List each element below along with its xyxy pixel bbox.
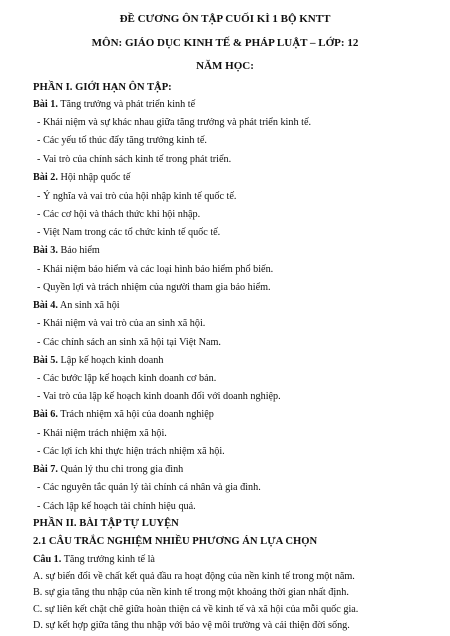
- lesson-4: [33, 300, 120, 311]
- lesson-5: [33, 355, 163, 366]
- lesson-number: Bài 6.: [33, 409, 58, 421]
- list-item: - Ý nghĩa và vai trò của hội nhập kinh tế quốc tế.: [37, 190, 237, 202]
- list-item: - Các bước lập kế hoạch kinh doanh cơ bản.: [37, 373, 217, 384]
- lesson-title: An sinh xã hội: [59, 300, 120, 312]
- lesson-1: [33, 99, 195, 110]
- list-item: - Quyền lợi và trách nhiệm của người tham gia bảo hiểm.: [37, 281, 271, 293]
- list-item: - Vai trò của chính sách kinh tế trong phát triển.: [37, 154, 232, 166]
- document-title: ĐỀ CƯƠNG ÔN TẬP CUỐI KÌ 1 BỘ KNTT: [119, 13, 331, 25]
- list-item: - Khái niệm và sự khác nhau giữa tăng trưởng và phát triển kinh tế.: [37, 116, 312, 128]
- lesson-title: Quản lý thu chi trong gia đình: [60, 464, 184, 476]
- part2-heading: PHẦN II. BÀI TẬP TỰ LUYỆN: [33, 517, 179, 529]
- list-item: - Các chính sách an sinh xã hội tại Việt Nam.: [37, 336, 221, 348]
- lesson-number: Bài 5.: [33, 354, 58, 366]
- lesson-2: [33, 172, 130, 183]
- list-item: - Các lợi ích khi thực hiện trách nhiệm xã hội.: [37, 445, 225, 457]
- list-item: - Các yếu tố thúc đẩy tăng trưởng kinh tế.: [37, 135, 207, 147]
- option-a: A. sự biến đổi về chất kết quả đầu ra hoạt động của nền kinh tế trong một năm.: [33, 570, 355, 582]
- list-item: - Các cơ hội và thách thức khi hội nhập.: [37, 208, 201, 220]
- question-1: [33, 554, 155, 565]
- lesson-title: Lập kế hoạch kinh doanh: [60, 354, 164, 366]
- part1-heading: PHẦN I. GIỚI HẠN ÔN TẬP:: [33, 82, 172, 94]
- list-item: - Khái niệm bảo hiểm và các loại hình bảo hiểm phổ biến.: [37, 263, 274, 275]
- lesson-7: [33, 464, 183, 475]
- list-item: - Khái niệm trách nhiệm xã hội.: [37, 427, 167, 439]
- lesson-title: Hội nhập quốc tế: [60, 172, 131, 184]
- lesson-number: Bài 4.: [33, 300, 58, 312]
- lesson-title: Tăng trưởng và phát triển kinh tế: [60, 98, 196, 110]
- part2-section-heading: 2.1 CÂU TRẮC NGHIỆM NHIỀU PHƯƠNG ÁN LỰA CHỌN: [33, 536, 318, 548]
- question-number: Câu 1.: [33, 554, 62, 566]
- lesson-title: Bảo hiểm: [60, 245, 100, 257]
- option-c: C. sự liên kết chặt chẽ giữa hoàn thiện cả về kinh tế và xã hội của mỗi quốc gia.: [33, 603, 359, 615]
- lesson-number: Bài 1.: [33, 98, 58, 110]
- lesson-3: [33, 245, 100, 256]
- option-d: D. sự kết hợp giữa tăng thu nhập với bảo vệ môi trường và cải thiện đời sống.: [33, 620, 350, 631]
- document-subject: MÔN: GIÁO DỤC KINH TẾ & PHÁP LUẬT – LỚP: 12: [91, 36, 359, 49]
- lesson-6: [33, 409, 214, 420]
- list-item: - Cách lập kế hoạch tài chính hiệu quả.: [37, 500, 196, 512]
- list-item: - Khái niệm và vai trò của an sinh xã hội.: [37, 318, 206, 330]
- list-item: - Vai trò của lập kế hoạch kinh doanh đối với doanh nghiệp.: [37, 391, 281, 403]
- option-b: B. sự gia tăng thu nhập của nền kinh tế trong một khoảng thời gian nhất định.: [33, 587, 349, 599]
- list-item: - Việt Nam trong các tổ chức kinh tế quốc tế.: [37, 227, 221, 239]
- lesson-number: Bài 7.: [33, 464, 58, 476]
- lesson-title: Trách nhiệm xã hội của doanh nghiệp: [60, 409, 214, 421]
- lesson-number: Bài 2.: [33, 172, 58, 184]
- question-text: Tăng trưởng kinh tế là: [63, 554, 155, 566]
- lesson-number: Bài 3.: [33, 245, 58, 257]
- list-item: - Các nguyên tắc quản lý tài chính cá nhân và gia đình.: [37, 482, 261, 494]
- document-year: NĂM HỌC:: [196, 60, 254, 73]
